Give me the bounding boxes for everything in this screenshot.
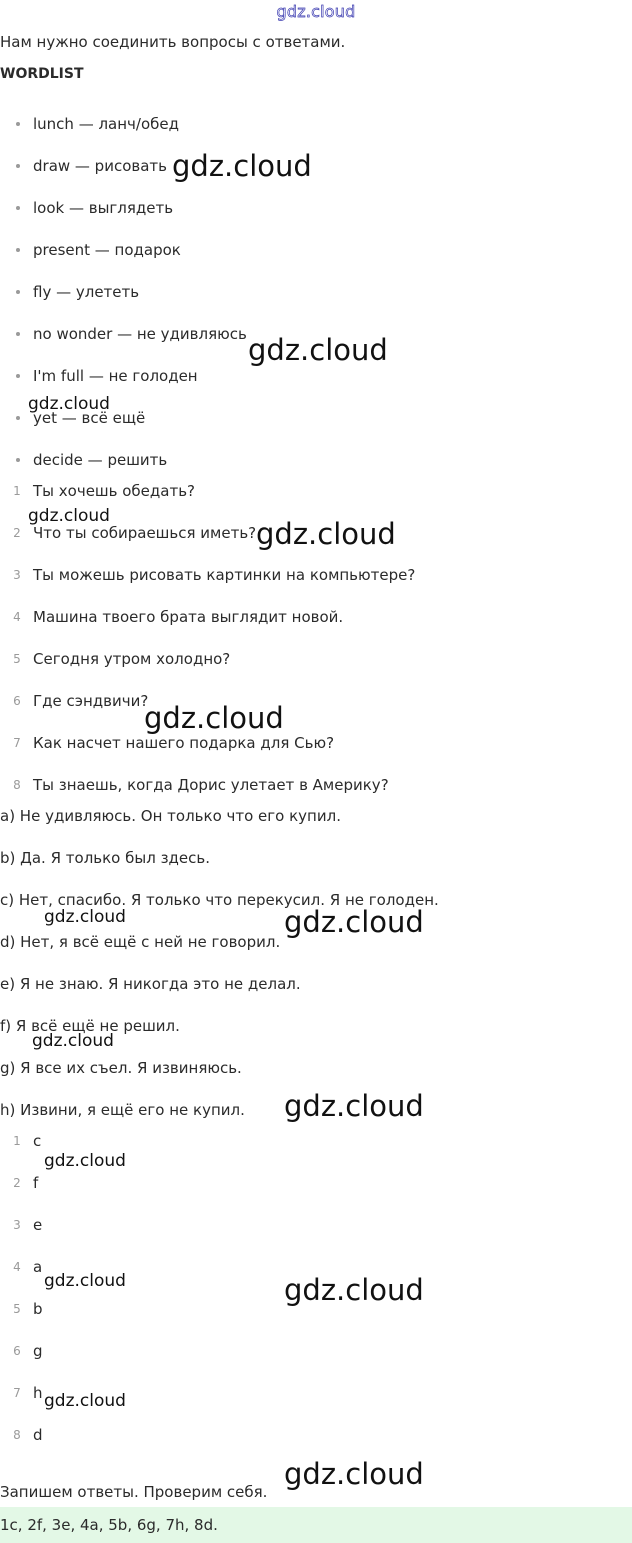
wordlist-item-text: I'm full — не голоден	[33, 367, 198, 385]
question-number: 6	[13, 694, 21, 708]
match-item	[0, 1425, 43, 1467]
wordlist-item	[0, 366, 247, 408]
wordlist-item	[0, 198, 247, 240]
answer-item: b) Да. Я только был здесь.	[0, 849, 211, 867]
question-number: 4	[13, 610, 21, 624]
answer-item: h) Извини, я ещё его не купил.	[0, 1101, 245, 1119]
watermark: gdz.cloud	[44, 1151, 126, 1171]
question-text: Ты хочешь обедать?	[33, 482, 196, 500]
watermark: gdz.cloud	[248, 333, 388, 367]
wordlist-item	[0, 408, 247, 450]
answer-item: g) Я все их съел. Я извиняюсь.	[0, 1059, 242, 1077]
question-item	[0, 481, 415, 523]
wordlist-item	[0, 156, 247, 198]
match-letter: h	[33, 1384, 43, 1402]
watermark: gdz.cloud	[284, 905, 424, 939]
question-number: 2	[13, 526, 21, 540]
bullet-icon	[16, 458, 20, 462]
match-number: 4	[13, 1260, 21, 1274]
answer-item: a) Не удивляюсь. Он только что его купил.	[0, 807, 341, 825]
wordlist-item	[0, 240, 247, 282]
question-number: 1	[13, 484, 21, 498]
bullet-icon	[16, 416, 20, 420]
wordlist	[0, 114, 247, 492]
matches-list	[0, 1131, 43, 1467]
match-letter: g	[33, 1342, 43, 1360]
watermark: gdz.cloud	[144, 701, 284, 735]
match-letter: a	[33, 1258, 43, 1276]
question-number: 7	[13, 736, 21, 750]
question-number: 5	[13, 652, 21, 666]
final-answer-box	[0, 1507, 632, 1543]
question-text: Ты знаешь, когда Дорис улетает в Америку?	[33, 776, 389, 794]
match-letter: f	[33, 1174, 39, 1192]
question-text: Машина твоего брата выглядит новой.	[33, 608, 344, 626]
wordlist-item-text: look — выглядеть	[33, 199, 174, 217]
wordlist-item-text: fly — улететь	[33, 283, 140, 301]
question-item	[0, 733, 415, 775]
bullet-icon	[16, 290, 20, 294]
bullet-icon	[16, 164, 20, 168]
match-item	[0, 1257, 43, 1299]
match-number: 2	[13, 1176, 21, 1190]
match-item	[0, 1383, 43, 1425]
outro-text: Запишем ответы. Проверим себя.	[0, 1483, 268, 1501]
bullet-icon	[16, 248, 20, 252]
match-letter: d	[33, 1426, 43, 1444]
wordlist-item-text: no wonder — не удивляюсь	[33, 325, 247, 343]
question-number: 8	[13, 778, 21, 792]
questions-list	[0, 481, 415, 817]
question-text: Ты можешь рисовать картинки на компьютере?	[33, 566, 416, 584]
final-answer-text: 1c, 2f, 3e, 4a, 5b, 6g, 7h, 8d.	[0, 1516, 218, 1534]
question-text: Что ты собираешься иметь?	[33, 524, 257, 542]
match-number: 7	[13, 1386, 21, 1400]
watermark: gdz.cloud	[284, 1273, 424, 1307]
watermark: gdz.cloud	[256, 517, 396, 551]
wordlist-item-text: draw — рисовать	[33, 157, 167, 175]
wordlist-item	[0, 282, 247, 324]
watermark: gdz.cloud	[44, 1271, 126, 1291]
match-item	[0, 1341, 43, 1383]
bullet-icon	[16, 374, 20, 378]
question-item	[0, 691, 415, 733]
match-number: 5	[13, 1302, 21, 1316]
question-item	[0, 649, 415, 691]
match-letter: e	[33, 1216, 43, 1234]
wordlist-item	[0, 324, 247, 366]
match-number: 1	[13, 1134, 21, 1148]
match-letter: b	[33, 1300, 43, 1318]
match-item	[0, 1215, 43, 1257]
answers-list	[0, 806, 439, 1142]
watermark: gdz.cloud	[172, 149, 312, 183]
watermark: gdz.cloud	[44, 907, 126, 927]
match-number: 6	[13, 1344, 21, 1358]
wordlist-item	[0, 114, 247, 156]
site-logo[interactable]: gdz.cloud	[276, 2, 356, 21]
question-number: 3	[13, 568, 21, 582]
bullet-icon	[16, 122, 20, 126]
question-text: Сегодня утром холодно?	[33, 650, 231, 668]
wordlist-item-text: yet — всё ещё	[33, 409, 146, 427]
question-text: Где сэндвичи?	[33, 692, 149, 710]
bullet-icon	[16, 206, 20, 210]
question-item	[0, 607, 415, 649]
watermark: gdz.cloud	[284, 1457, 424, 1491]
wordlist-item-text: lunch — ланч/обед	[33, 115, 180, 133]
bullet-icon	[16, 332, 20, 336]
question-item	[0, 523, 415, 565]
watermark: gdz.cloud	[44, 1391, 126, 1411]
watermark: gdz.cloud	[284, 1089, 424, 1123]
intro-text: Нам нужно соединить вопросы с ответами.	[0, 33, 346, 51]
match-item	[0, 1299, 43, 1341]
wordlist-heading: WORDLIST	[0, 66, 84, 82]
match-number: 3	[13, 1218, 21, 1232]
match-item	[0, 1173, 43, 1215]
wordlist-item-text: decide — решить	[33, 451, 168, 469]
question-text: Как насчет нашего подарка для Сью?	[33, 734, 335, 752]
answer-item: e) Я не знаю. Я никогда это не делал.	[0, 975, 301, 993]
watermark: gdz.cloud	[28, 394, 110, 414]
answer-item: d) Нет, я всё ещё с ней не говорил.	[0, 933, 281, 951]
match-number: 8	[13, 1428, 21, 1442]
wordlist-item-text: present — подарок	[33, 241, 181, 259]
answer-item: c) Нет, спасибо. Я только что перекусил. Я не голоден.	[0, 891, 439, 909]
question-item	[0, 565, 415, 607]
watermark: gdz.cloud	[32, 1031, 114, 1051]
match-letter: c	[33, 1132, 42, 1150]
watermark: gdz.cloud	[28, 506, 110, 526]
answer-item: f) Я всё ещё не решил.	[0, 1017, 180, 1035]
match-item	[0, 1131, 43, 1173]
